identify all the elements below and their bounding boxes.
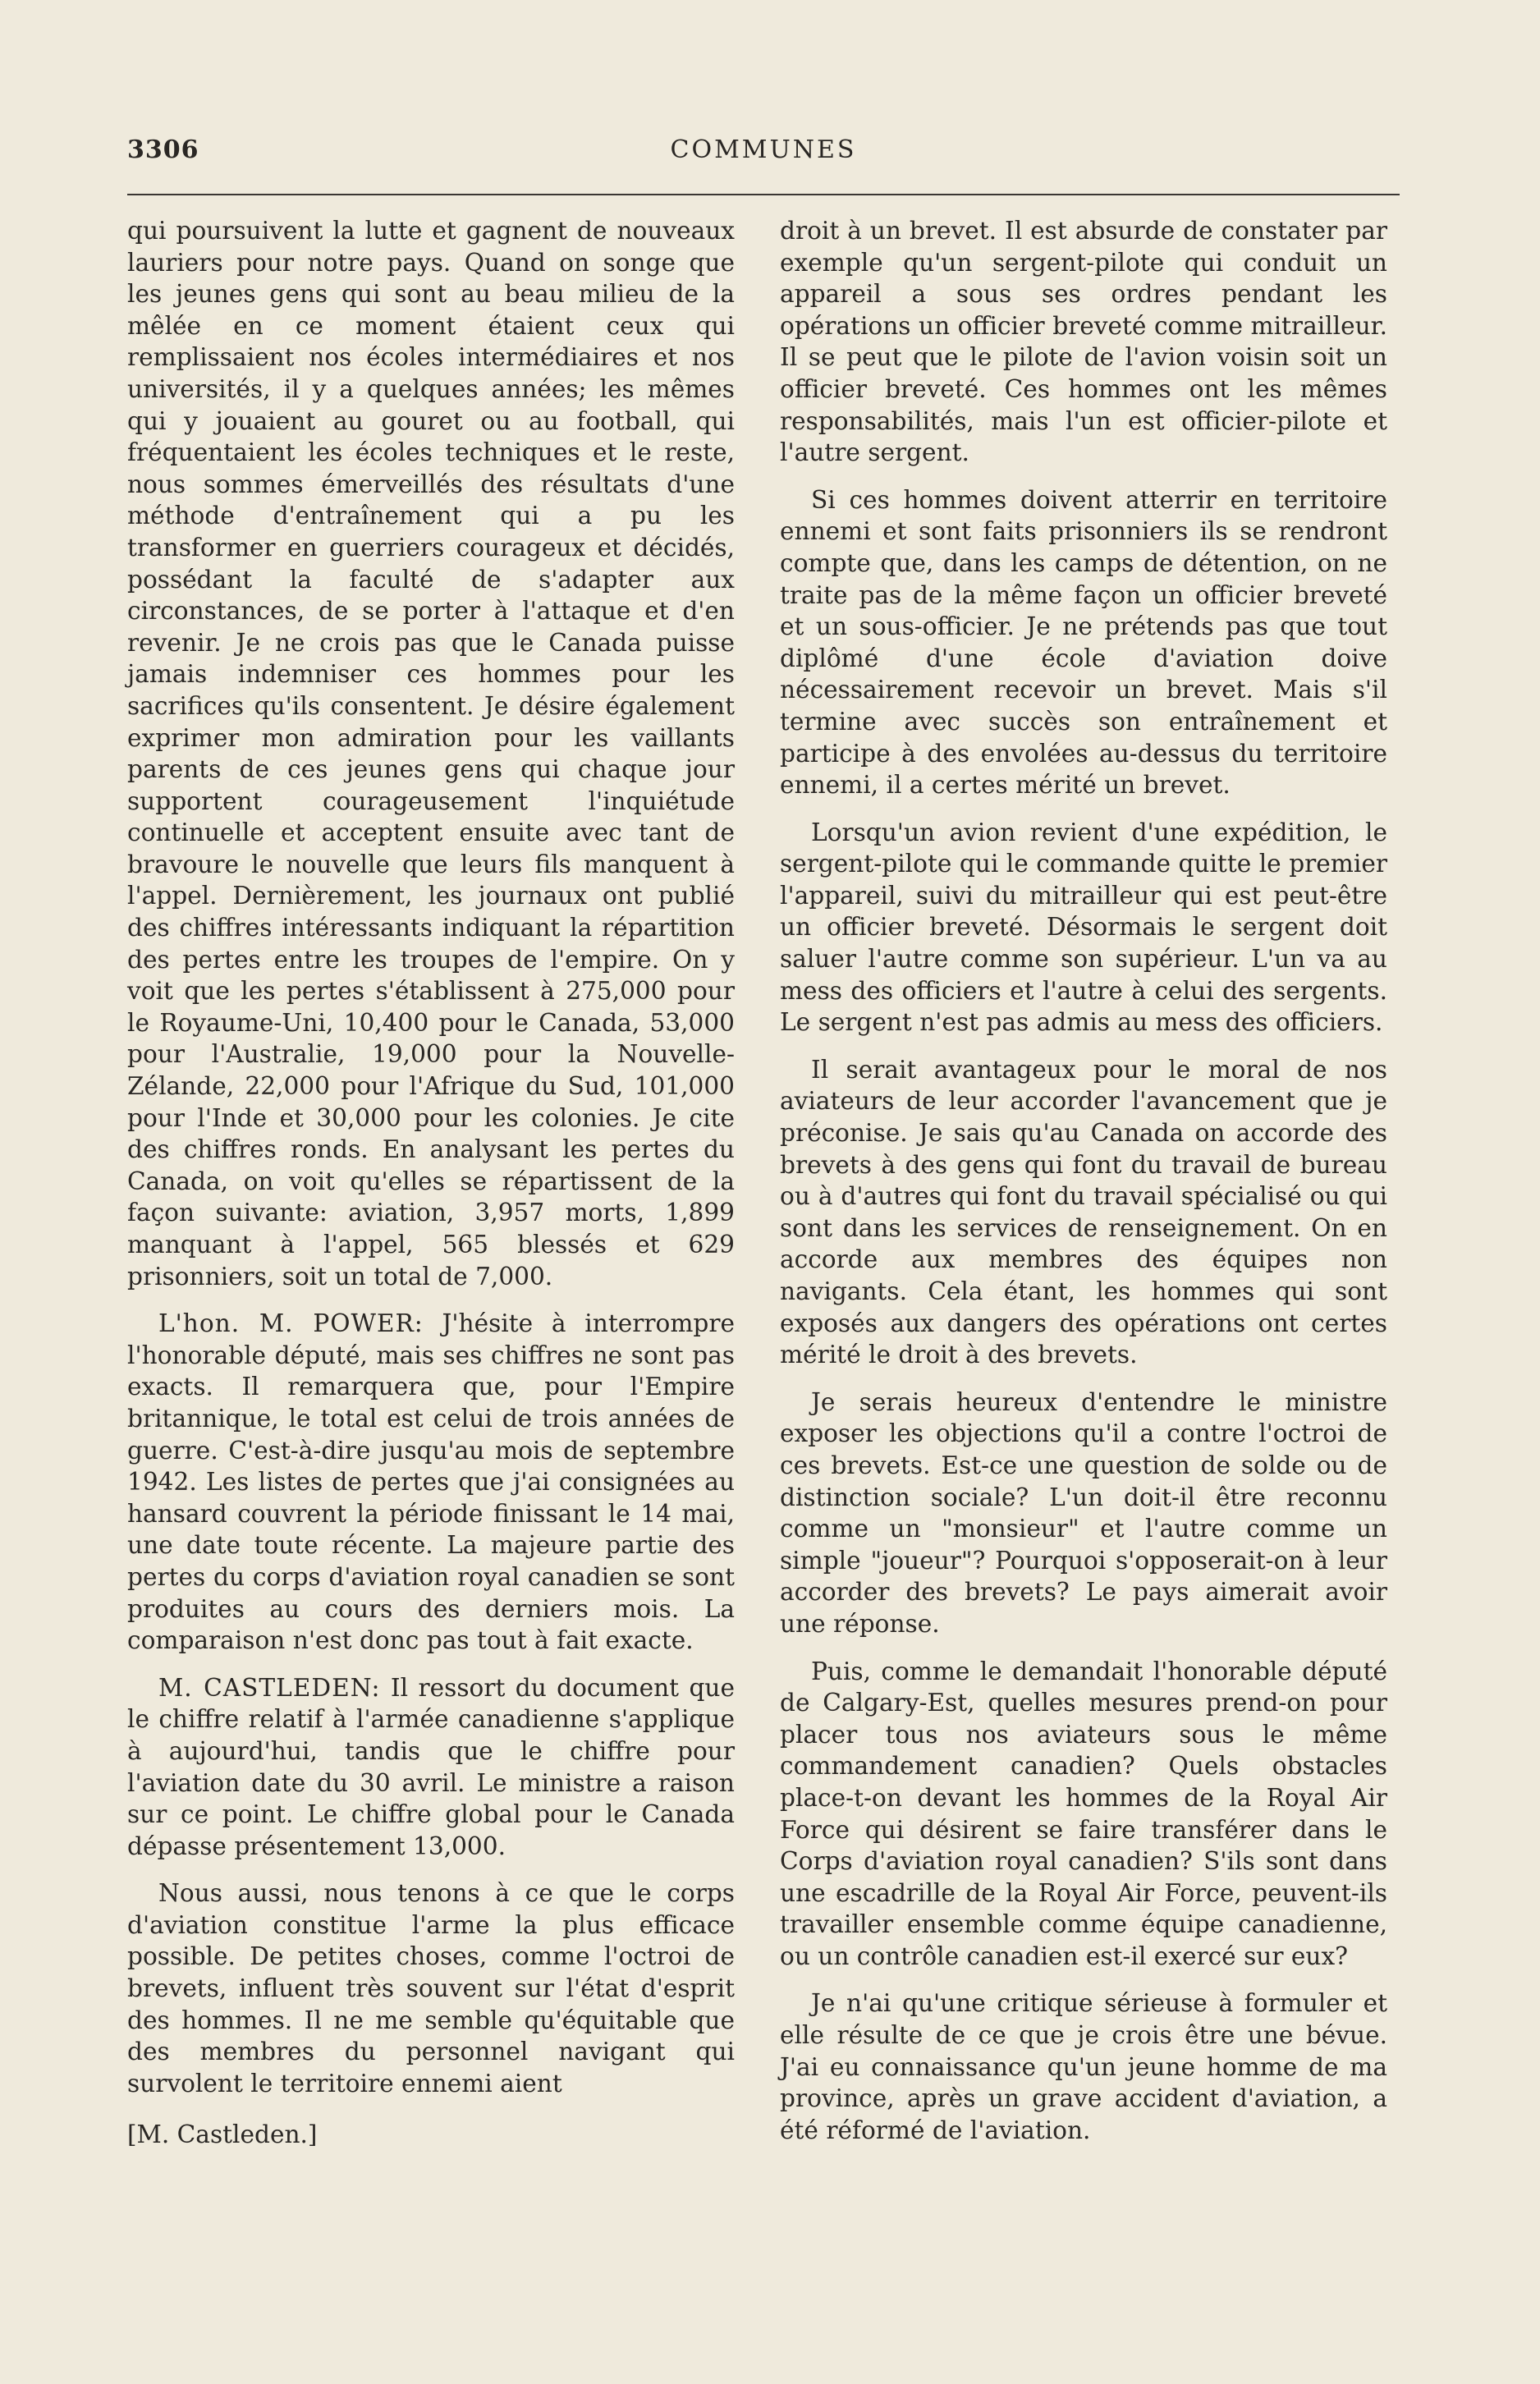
header-rule — [127, 194, 1400, 195]
paragraph: Lorsqu'un avion revient d'une expédition, le sergent-pilote qui le commande quitte le premier l'appareil, suivi du mitrailleur qui est peut-être un officier breveté. Désormais le sergent doit saluer l'autre comme son supérieur. L'un va au mess des officiers et l'autre à celui des sergents. Le sergent n'est pas admis au mess des officiers. — [780, 818, 1387, 1037]
left-column — [127, 215, 735, 2166]
paragraph: Il serait avantageux pour le moral de nos aviateurs de leur accorder l'avancement que je préconise. Je sais qu'au Canada on accorde des brevets à des gens qui font du travail de bureau ou à d'autres qui font du travail spécialisé ou qui sont dans les services de renseignement. On en accorde aux membres des équipes non navigants. Cela étant, les hommes qui sont exposés aux dangers des opérations ont certes mérité le droit à des brevets. — [780, 1055, 1387, 1369]
paragraph: Puis, comme le demandait l'honorable député de Calgary-Est, quelles mesures prend-on pour placer tous nos aviateurs sous le même commandement canadien? Quels obstacles place-t-on devant les hommes de la Royal Air Force qui désirent se faire transférer dans le Corps d'aviation royal canadien? S'ils sont dans une escadrille de la Royal Air Force, peuvent-ils travailler ensemble comme équipe canadienne, ou un contrôle canadien est-il exercé sur eux? — [780, 1657, 1387, 1970]
paragraph-castleden — [127, 1672, 735, 1863]
paragraph: droit à un brevet. Il est absurde de constater par exemple qu'un sergent-pilote qui conduit un appareil a sous ses ordres pendant les opérations un officier breveté comme mitrailleur. Il se peut que le pilote de l'avion voisin soit un officier breveté. Ces hommes ont les mêmes responsabilités, mais l'un est officier-pilote et l'autre sergent. — [780, 217, 1387, 467]
page-header — [127, 135, 1400, 185]
speaker-attribution: [M. Castleden.] — [127, 2120, 318, 2149]
speaker-name: M. CASTLEDEN: — [158, 1673, 381, 1702]
right-column — [780, 215, 1387, 2162]
paragraph: Si ces hommes doivent atterrir en territoire ennemi et sont faits prisonniers ils se rendront compte que, dans les camps de détention, on ne traite pas de la même façon un officier breveté et un sous-officier. Je ne prétends pas que tout diplômé d'une école d'aviation doive nécessairement recevoir un brevet. Mais s'il termine avec succès son entraînement et participe à des envolées au-dessus du territoire ennemi, il a certes mérité un brevet. — [780, 485, 1387, 800]
page-number: 3306 — [127, 135, 199, 164]
speaker-name: L'hon. M. POWER: — [158, 1309, 424, 1338]
running-title: COMMUNES — [670, 135, 857, 164]
paragraph: Je n'ai qu'une critique sérieuse à formuler et elle résulte de ce que je crois être une bévue. J'ai eu connaissance qu'un jeune homme de ma province, après un grave accident d'aviation, a été réformé de l'aviation. — [780, 1989, 1387, 2144]
paragraph: Je serais heureux d'entendre le ministre exposer les objections qu'il a contre l'octroi de ces brevets. Est-ce une question de solde ou de distinction sociale? L'un doit-il être reconnu comme un "monsieur" et l'autre comme un simple "joueur"? Pourquoi s'opposerait-on à leur accorder des brevets? Le pays aimerait avoir une réponse. — [780, 1387, 1387, 1638]
paragraph-power — [127, 1308, 735, 1657]
speech-text: J'hésite à interrompre l'honorable député, mais ses chiffres ne sont pas exacts. Il remarquera que, pour l'Empire britannique, le total est celui de trois années de guerre. C'est-à-dire jusqu'au mois de septembre 1942. Les listes de pertes que j'ai consignées au hansard couvrent la période finissant le 14 mai, une date toute récente. La majeure partie des pertes du corps d'aviation royal canadien se sont produites au cours des derniers mois. La comparaison n'est donc pas tout à fait exacte. — [127, 1309, 735, 1655]
paragraph: qui poursuivent la lutte et gagnent de nouveaux lauriers pour notre pays. Quand on songe que les jeunes gens qui sont au beau milieu de la mêlée en ce moment étaient ceux qui remplissaient nos écoles intermédiaires et nos universités, il y a quelques années; les mêmes qui y jouaient au gouret ou au football, qui fréquentaient les écoles techniques et le reste, nous sommes émerveillés des résultats d'une méthode d'entraînement qui a pu les transformer en guerriers courageux et décidés, possédant la faculté de s'adapter aux circonstances, de se porter à l'attaque et d'en revenir. Je ne crois pas que le Canada puisse jamais indemniser ces hommes pour les sacrifices qu'ils consentent. Je désire également exprimer mon admiration pour les vaillants parents de ces jeunes gens qui chaque jour supportent courageusement l'inquiétude continuelle et acceptent ensuite avec tant de bravoure le nouvelle que leurs fils manquent à l'appel. Dernièrement, les journaux ont publié des chiffres intéressants indiquant la répartition des pertes entre les troupes de l'empire. On y voit que les pertes s'établissent à 275,000 pour le Royaume-Uni, 10,400 pour le Canada, 53,000 pour l'Australie, 19,000 pour la Nouvelle-Zélande, 22,000 pour l'Afrique du Sud, 101,000 pour l'Inde et 30,000 pour les colonies. Je cite des chiffres ronds. En analysant les pertes du Canada, on voit qu'elles se répartissent de la façon suivante: aviation, 3,957 morts, 1,899 manquant à l'appel, 565 blessés et 629 prisonniers, soit un total de 7,000. — [127, 217, 735, 1291]
paragraph: Nous aussi, nous tenons à ce que le corps d'aviation constitue l'arme la plus efficace possible. De petites choses, comme l'octroi de brevets, influent très souvent sur l'état d'esprit des hommes. Il ne me semble qu'équitable que des membres du personnel navigant qui survolent le territoire ennemi aient — [127, 1879, 735, 2097]
speech-text: Il ressort du document que le chiffre relatif à l'armée canadienne s'applique à aujourd'hui, tandis que le chiffre pour l'aviation date du 30 avril. Le ministre a raison sur ce point. Le chiffre global pour le Canada dépasse présentement 13,000. — [127, 1673, 735, 1860]
